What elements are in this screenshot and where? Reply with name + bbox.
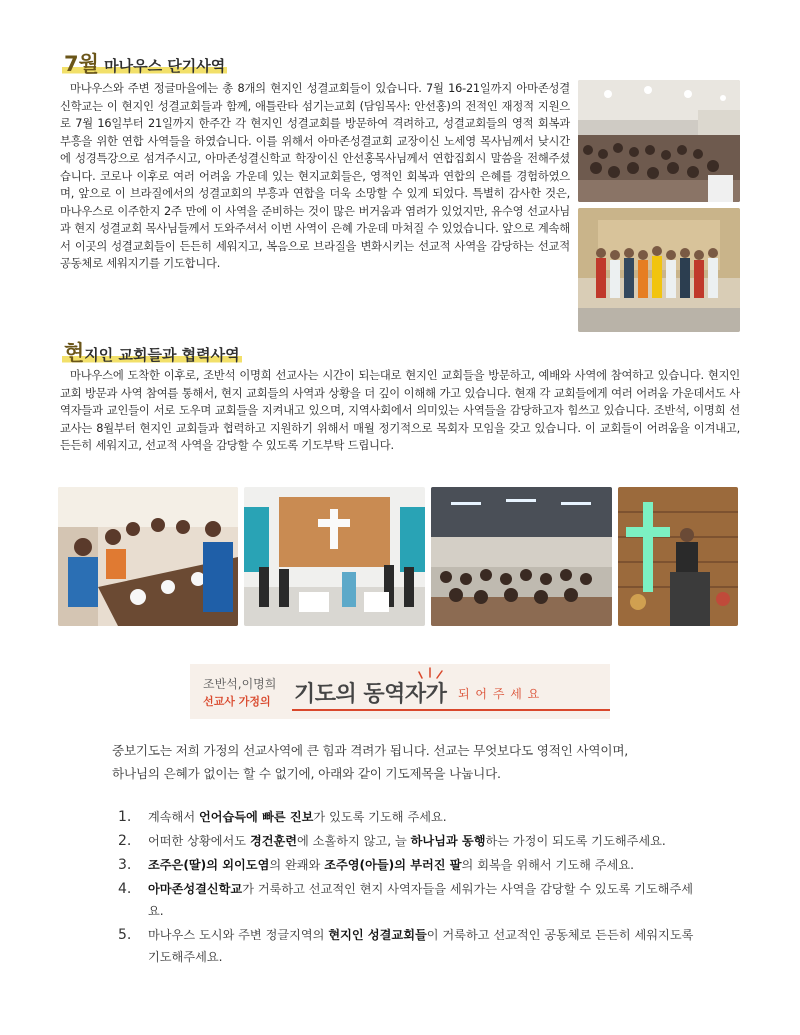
section2-title xyxy=(62,337,242,367)
intro-line-1: 중보기도는 저희 가정의 선교사역에 큰 힘과 격려가 됩니다. 선교는 무엇보다도 영적인 사역이며, xyxy=(112,743,629,758)
prayer-text-part: 의 완쾌와 xyxy=(269,858,325,872)
section1-paragraph: 마나우스와 주변 정글마을에는 총 8개의 현지인 성결교회들이 있습니다. 7월 16-21일까지 아마존성결신학교는 이 현지인 성결교회들과 함께, 애틀란타 섬기는교회 (담임목사: 안선홍)의 전적인 재정적 지원으로 7월 16일부터 21일까지 한주간 각 현지인 성결교회를 방문하여 격려하고, 성결교회들의 영적 회복과 부흥을 위한 연합 사역들을 하였습니다. 이를 위해서 아마존성결교회 교장이신 노세영 목사님께서 낮시간에 성경특강으로 섬겨주시고, 아마존성결신학교 학장이신 안선홍목사님께서 연합집회시 말씀을 전해주셨습니다. 코로나 이후로 여러 어려움 가운데 있는 현지교회들은, 영적인 회복과 연합의 은혜를 경험하였으며, 앞으로 이 브라질에서의 성결교회의 부흥과 연합을 더욱 소망할 수 있게 되었다. 특별히 감사한 것은, 마나우스로 이주한지 2주 만에 이 사역을 준비하는 것이 많은 버거움과 염려가 있었지만, 유수영 선교사님과 현지 성결교회 목사님들께서 도와주셔서 이번 사역이 은혜 가운데 마쳐질 수 있었습니다. 앞으로 계속해서 이곳의 성결교회들이 든든히 세워지고, 복음으로 브라질을 변화시키는 선교적 사역을 감당하는 선교적 공동체로 세워지기를 기도합니다. xyxy=(60,82,570,270)
prayer-text-part: 하는 가정이 되도록 기도해주세요. xyxy=(485,834,666,848)
intro-line-2: 하나님의 은혜가 없이는 할 수 없기에, 아래와 같이 기도제목을 나눕니다. xyxy=(112,766,501,781)
banner-main-title: 기도의 동역자가 xyxy=(294,682,447,707)
section2-title-first: 현 xyxy=(64,341,85,365)
prayer-item-number: 5. xyxy=(118,927,132,943)
prayer-text-part: 어떠한 상황에서도 xyxy=(148,834,250,848)
prayer-item xyxy=(118,878,708,922)
prayer-text-part: 이 거룩하고 선교적인 공동체로 든든히 세워지도록 기도해주세요. xyxy=(148,928,694,964)
prayer-item xyxy=(118,854,708,876)
prayer-item-number: 4. xyxy=(118,881,132,897)
prayer-text-part: 의 회복을 위해서 기도해 주세요. xyxy=(461,858,634,872)
prayer-item-number: 1. xyxy=(118,809,132,825)
prayer-item-text xyxy=(148,878,708,922)
section1-title-number: 7월 xyxy=(64,52,99,76)
photo-worship-cross xyxy=(244,487,425,626)
banner-family: 선교사 가정의 xyxy=(203,695,271,708)
photo-dinner-table xyxy=(58,487,238,626)
section2-paragraph: 마나우스에 도착한 이후로, 조반석 이명희 선교사는 시간이 되는대로 현지인 교회들을 방문하고, 예배와 사역에 참여하고 있습니다. 현지인 교회 방문과 사역 참여를 통해서, 현지 교회들의 사역과 상황을 더 깊이 이해해 가고 있습니다. 현재 각 교회들에게 여러 어려움 가운데서도 사역자들과 교인들이 서로 도우며 교회들을 지켜내고 있으며, 지역사회에서 의미있는 사역들을 감당하고자 힘쓰고 있습니다. 조반석, 이명희 선교사는 8월부터 현지인 교회들과 협력하고 지원하기 위해서 매월 정기적으로 목회자 모임을 갖고 있습니다. 이 교회들이 어려움을 이겨내고, 든든히 세워지고, 선교적 사역을 감당할 수 있도록 기도부탁 드립니다. xyxy=(60,369,740,452)
prayer-item-text xyxy=(148,924,708,968)
prayer-item-text xyxy=(148,830,708,852)
prayer-text-part: 계속해서 xyxy=(148,810,199,824)
prayer-text-part: 에 소홀하지 않고, 늘 xyxy=(297,834,411,848)
photo-church-service-crowd xyxy=(578,80,740,202)
sparkle-lines-icon xyxy=(418,666,444,680)
photo-preacher-pulpit xyxy=(618,487,738,626)
prayer-emphasis: 언어습득에 빠른 진보 xyxy=(198,810,314,824)
prayer-item xyxy=(118,806,708,828)
photo-group-on-stage xyxy=(578,208,740,332)
prayer-emphasis: 현지인 성결교회들 xyxy=(328,928,427,942)
prayer-item-text xyxy=(148,854,708,876)
prayer-emphasis: 경건훈련 xyxy=(249,834,298,848)
prayer-banner xyxy=(190,664,610,719)
photo-congregation-hall xyxy=(431,487,612,626)
prayer-emphasis: 조주영(아들)의 부러진 팔 xyxy=(324,858,462,872)
section1-title-text: 마나우스 단기사역 xyxy=(98,57,226,75)
prayer-emphasis: 하나님과 동행 xyxy=(410,834,486,848)
prayer-item xyxy=(118,924,708,968)
prayer-item-number: 3. xyxy=(118,857,132,873)
banner-names: 조반석,이명희 xyxy=(203,677,277,691)
banner-subtitle: 되 어 주 세 요 xyxy=(458,687,541,701)
section2-title-text: 지인 교회들과 협력사역 xyxy=(84,346,240,364)
banner-underline xyxy=(292,709,610,711)
prayer-emphasis: 조주은(딸)의 외이도염 xyxy=(148,858,270,872)
prayer-item-number: 2. xyxy=(118,833,132,849)
prayer-item xyxy=(118,830,708,852)
section1-title xyxy=(62,48,227,78)
prayer-emphasis: 아마존성결신학교 xyxy=(148,882,243,896)
prayer-text-part: 마나우스 도시와 주변 정글지역의 xyxy=(148,928,329,942)
prayer-item-text xyxy=(148,806,708,828)
prayer-list xyxy=(118,806,708,968)
prayer-text-part: 가 거룩하고 선교적인 현지 사역자들을 세워가는 사역을 감당할 수 있도록 기도해주세요. xyxy=(148,882,693,918)
prayer-text-part: 가 있도록 기도해 주세요. xyxy=(313,810,447,824)
